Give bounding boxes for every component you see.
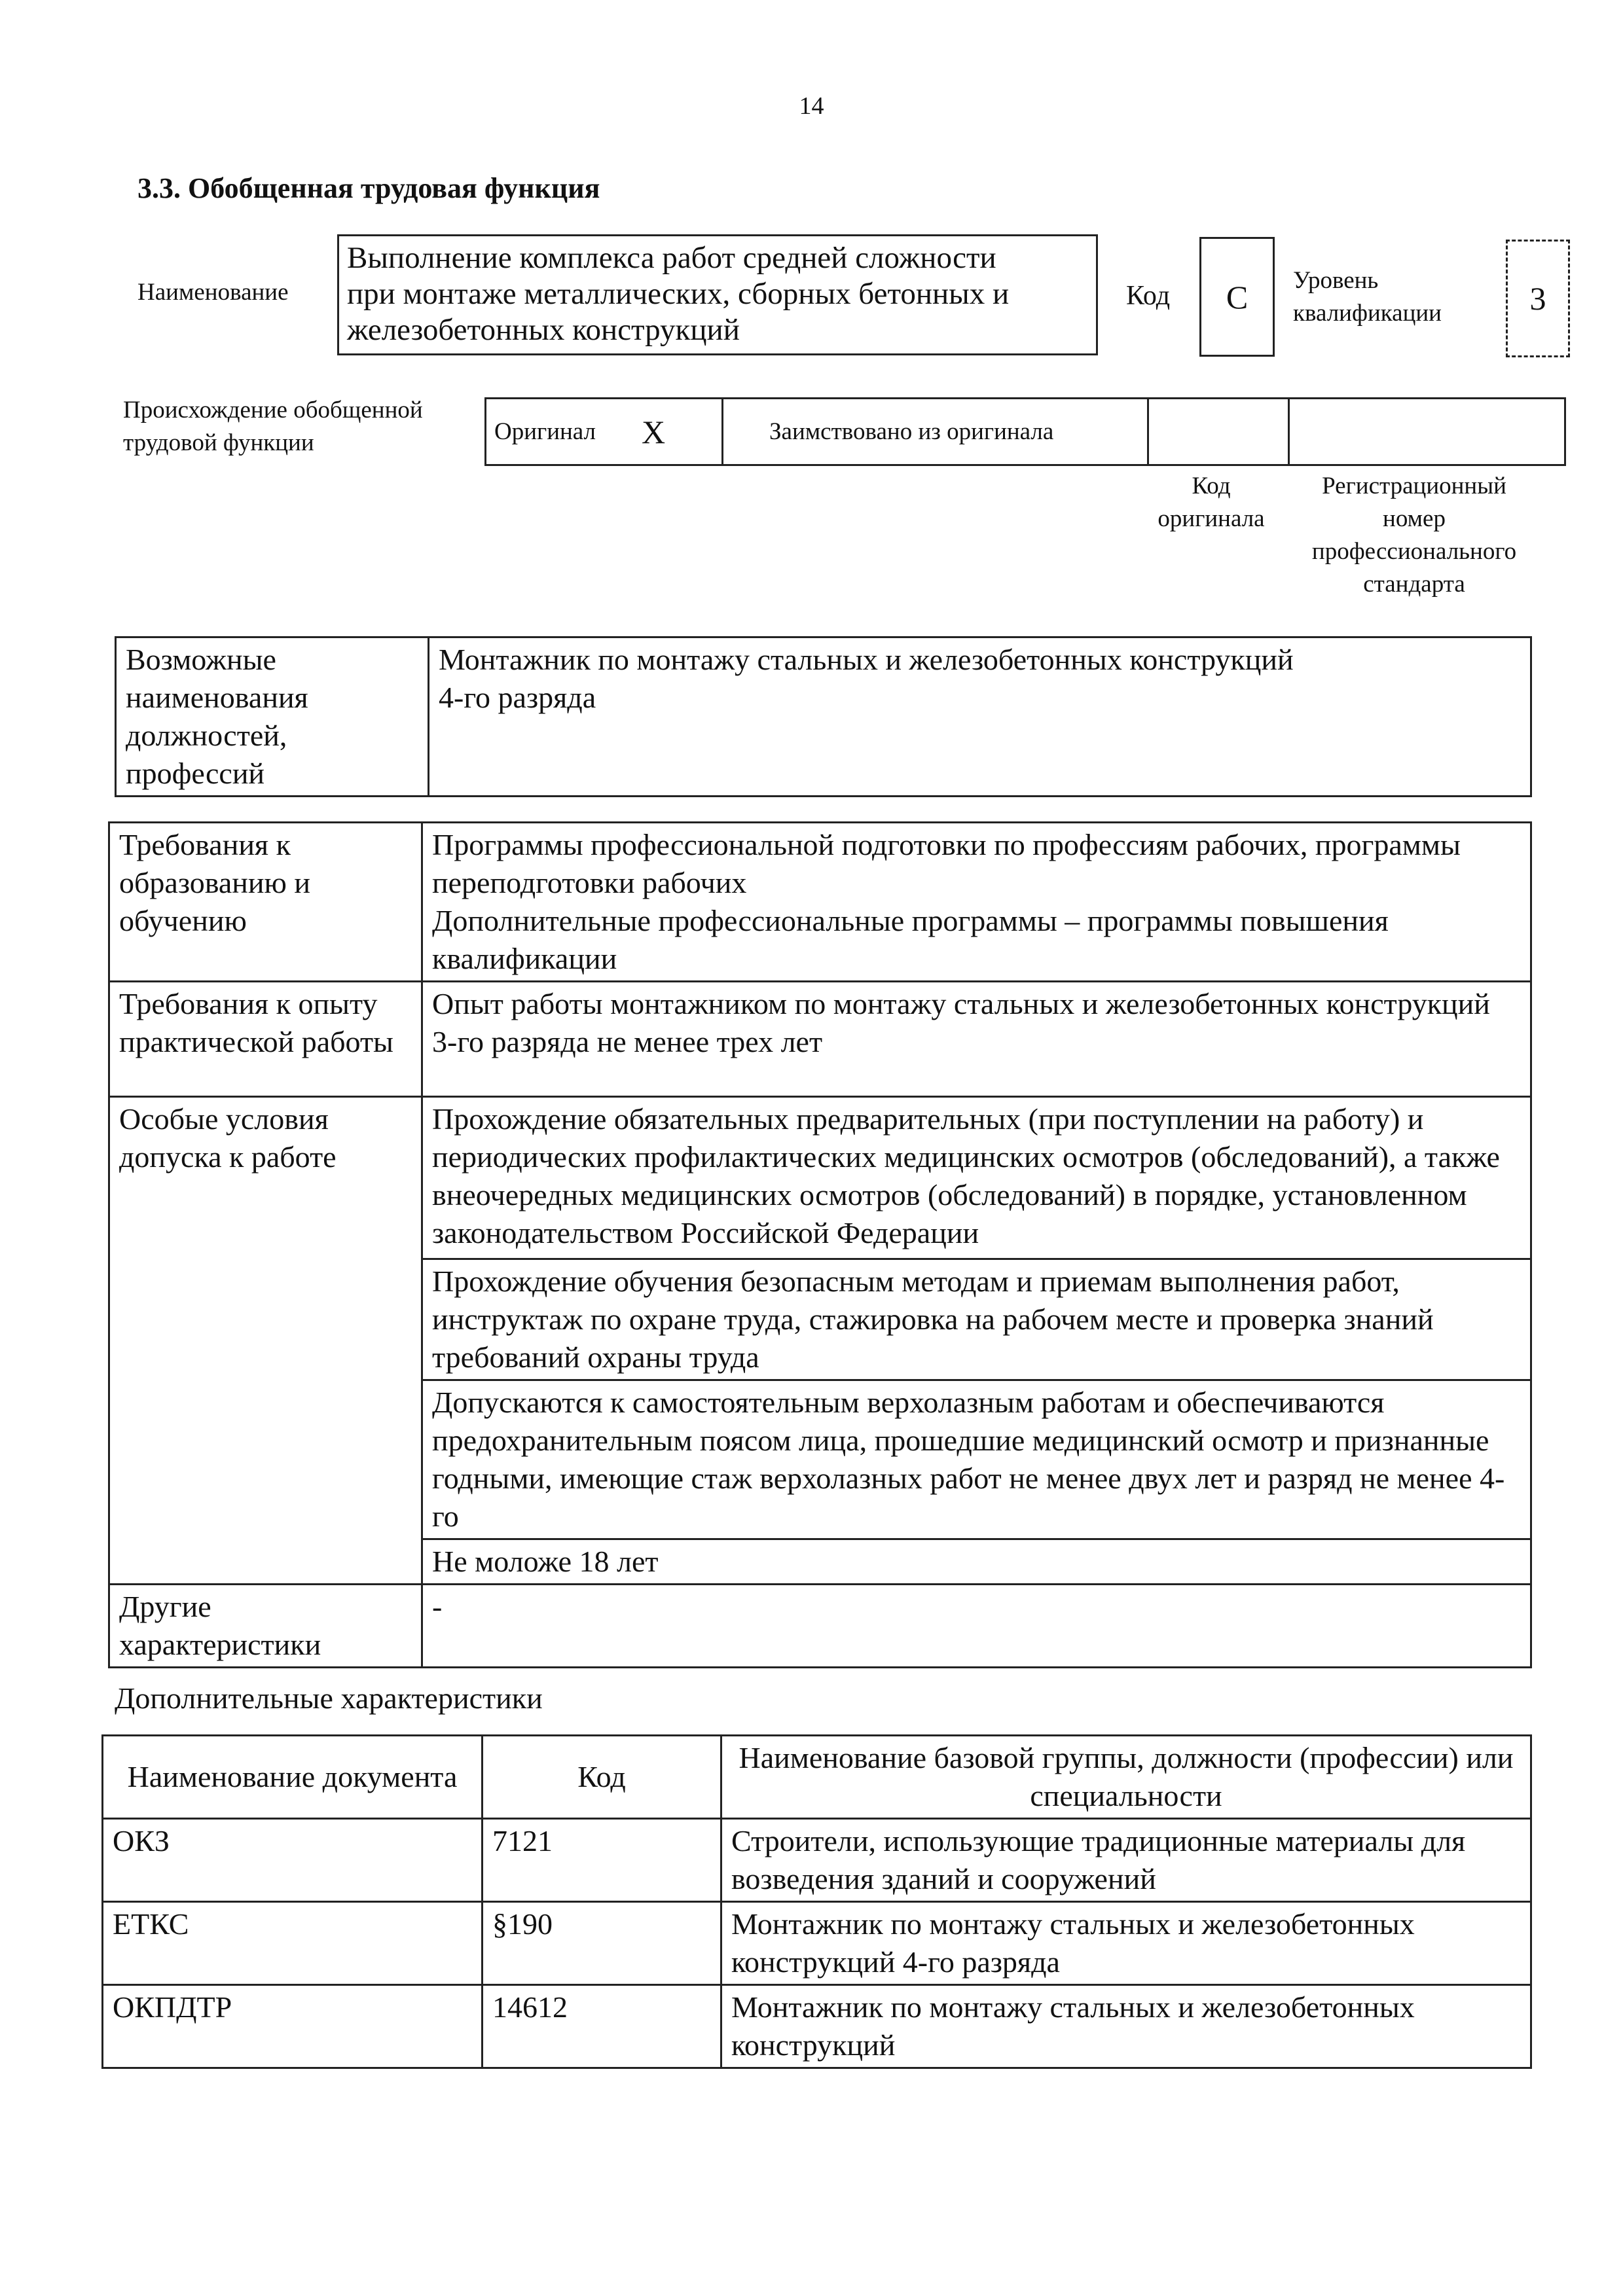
requirement-label: Требования к образованию и обучению — [109, 823, 422, 982]
table-row — [109, 823, 1531, 982]
positions-line: Монтажник по монтажу стальных и железобетонных конструкций — [439, 643, 1294, 676]
table-row — [109, 1097, 1531, 1259]
original-mark: X — [642, 413, 666, 450]
requirement-value: Допускаются к самостоятельным верхолазным работам и обеспечиваются предохранительным поясом лица, прошедшие медицинский осмотр и признанные годными, имеющие стаж верхолазных работ не менее двух лет и разряд не менее 4-го — [422, 1380, 1531, 1539]
function-name-box — [337, 234, 1098, 355]
additional-table — [101, 1734, 1532, 2069]
requirement-value: Прохождение обязательных предварительных (при поступлении на работу) и периодических профилактических медицинских осмотров (обследований), а также внеочередных медицинских осмотров (обследований) в порядке, установленном законодательством Российской Федерации — [422, 1097, 1531, 1259]
level-value: 3 — [1506, 240, 1570, 357]
registration-number-cell — [1290, 399, 1564, 464]
positions-value — [429, 637, 1531, 797]
table-row — [103, 1819, 1531, 1902]
table-row — [103, 1736, 1531, 1819]
positions-label: Возможные наименования должностей, профессий — [116, 637, 429, 797]
requirement-value: Не моложе 18 лет — [422, 1539, 1531, 1585]
requirement-label: Другие характеристики — [109, 1585, 422, 1668]
requirements-table — [108, 821, 1532, 1668]
function-name-line: при монтаже металлических, сборных бетонных и — [347, 277, 1010, 311]
positions-line: 4-го разряда — [439, 681, 596, 714]
section-title: 3.3. Обобщенная трудовая функция — [137, 172, 600, 204]
table-row — [109, 1585, 1531, 1668]
requirement-text: Дополнительные профессиональные программы – программы повышения квалификации — [432, 904, 1389, 975]
borrowed-cell: Заимствовано из оригинала — [723, 399, 1149, 464]
requirement-value: Опыт работы монтажником по монтажу стальных и железобетонных конструкций 3-го разряда не менее трех лет — [422, 982, 1531, 1097]
requirement-value — [422, 823, 1531, 982]
cell-code: §190 — [483, 1902, 721, 1985]
level-label-line: Уровень — [1293, 267, 1379, 294]
name-label: Наименование — [137, 279, 289, 306]
header-document: Наименование документа — [103, 1736, 483, 1819]
cell-document: ОКПДТР — [103, 1985, 483, 2068]
caption-line: стандарта — [1363, 571, 1465, 598]
table-row — [109, 982, 1531, 1097]
caption-line: Код — [1192, 473, 1231, 499]
requirement-label: Особые условия допуска к работе — [109, 1097, 422, 1585]
cell-group: Монтажник по монтажу стальных и железобетонных конструкций — [721, 1985, 1531, 2068]
registration-number-caption — [1277, 470, 1552, 601]
cell-group: Строители, использующие традиционные материалы для возведения зданий и сооружений — [721, 1819, 1531, 1902]
origin-row — [484, 397, 1566, 466]
requirement-value: Прохождение обучения безопасным методам и приемам выполнения работ, инструктаж по охране труда, стажировка на рабочем месте и проверка знаний требований охраны труда — [422, 1259, 1531, 1380]
original-code-caption — [1142, 470, 1280, 535]
caption-line: номер — [1383, 505, 1446, 532]
requirement-label: Требования к опыту практической работы — [109, 982, 422, 1097]
level-label-line: квалификации — [1293, 300, 1442, 327]
cell-document: ЕТКС — [103, 1902, 483, 1985]
original-code-cell — [1149, 399, 1290, 464]
requirement-value: - — [422, 1585, 1531, 1668]
caption-line: оригинала — [1158, 505, 1265, 532]
cell-code: 14612 — [483, 1985, 721, 2068]
table-row — [103, 1985, 1531, 2068]
code-value: C — [1199, 237, 1275, 357]
function-name-line: железобетонных конструкций — [347, 313, 740, 347]
function-name-line: Выполнение комплекса работ средней сложности — [347, 241, 996, 275]
requirement-text: Программы профессиональной подготовки по профессиям рабочих, программы переподготовки рабочих — [432, 828, 1461, 899]
origin-label-line: Происхождение обобщенной — [123, 397, 423, 423]
code-label: Код — [1126, 281, 1171, 311]
cell-code: 7121 — [483, 1819, 721, 1902]
original-cell — [486, 399, 723, 464]
page-number: 14 — [799, 92, 824, 120]
caption-line: профессионального — [1311, 538, 1517, 565]
header-group: Наименование базовой группы, должности (профессии) или специальности — [721, 1736, 1531, 1819]
table-row — [103, 1902, 1531, 1985]
caption-line: Регистрационный — [1322, 473, 1506, 499]
additional-title: Дополнительные характеристики — [115, 1681, 543, 1715]
origin-label — [123, 394, 423, 459]
original-label: Оригинал — [494, 418, 596, 445]
table-row — [116, 637, 1531, 797]
level-label — [1293, 264, 1442, 330]
cell-group: Монтажник по монтажу стальных и железобетонных конструкций 4-го разряда — [721, 1902, 1531, 1985]
header-code: Код — [483, 1736, 721, 1819]
positions-table — [115, 636, 1532, 797]
origin-label-line: трудовой функции — [123, 429, 314, 456]
cell-document: ОКЗ — [103, 1819, 483, 1902]
